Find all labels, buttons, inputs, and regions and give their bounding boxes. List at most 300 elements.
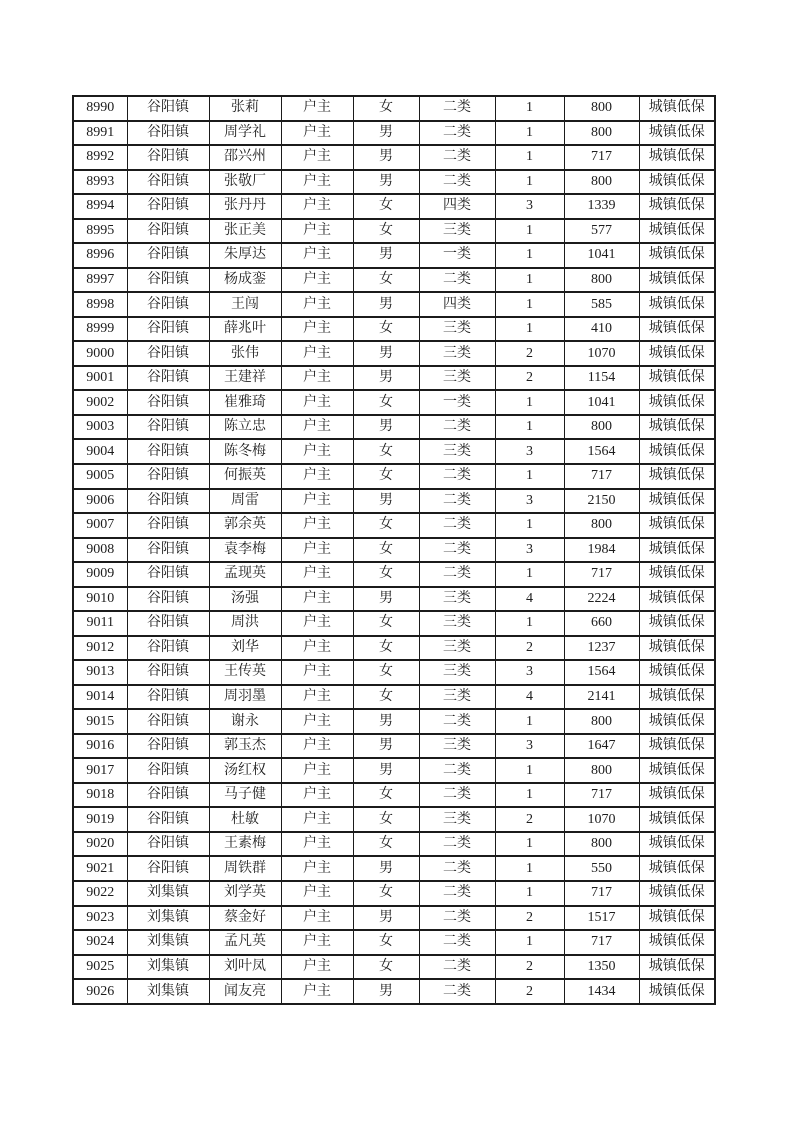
- cell-category: 三类: [419, 807, 495, 832]
- cell-category: 二类: [419, 930, 495, 955]
- table-row: [73, 685, 715, 710]
- cell-town: 谷阳镇: [127, 390, 209, 415]
- welfare-table-body: [73, 96, 715, 1004]
- cell-town: 谷阳镇: [127, 96, 209, 121]
- cell-serial-number: 9018: [73, 783, 127, 808]
- cell-serial-number: 8997: [73, 268, 127, 293]
- cell-relation: 户主: [281, 562, 353, 587]
- table-row: [73, 734, 715, 759]
- cell-assistance-type: 城镇低保: [639, 489, 715, 514]
- cell-household-count: 1: [495, 464, 564, 489]
- cell-relation: 户主: [281, 758, 353, 783]
- cell-name: 杨成銮: [209, 268, 281, 293]
- cell-relation: 户主: [281, 955, 353, 980]
- cell-amount: 577: [564, 219, 639, 244]
- cell-assistance-type: 城镇低保: [639, 96, 715, 121]
- table-row: [73, 587, 715, 612]
- cell-town: 谷阳镇: [127, 709, 209, 734]
- cell-amount: 1041: [564, 390, 639, 415]
- cell-town: 谷阳镇: [127, 464, 209, 489]
- cell-category: 三类: [419, 439, 495, 464]
- cell-name: 陈冬梅: [209, 439, 281, 464]
- cell-household-count: 3: [495, 660, 564, 685]
- cell-town: 谷阳镇: [127, 587, 209, 612]
- cell-category: 三类: [419, 341, 495, 366]
- cell-assistance-type: 城镇低保: [639, 856, 715, 881]
- cell-town: 谷阳镇: [127, 415, 209, 440]
- cell-name: 周学礼: [209, 121, 281, 146]
- cell-relation: 户主: [281, 734, 353, 759]
- table-row: [73, 881, 715, 906]
- cell-town: 谷阳镇: [127, 366, 209, 391]
- cell-assistance-type: 城镇低保: [639, 366, 715, 391]
- cell-town: 谷阳镇: [127, 562, 209, 587]
- cell-serial-number: 9019: [73, 807, 127, 832]
- cell-gender: 女: [353, 636, 419, 661]
- cell-category: 二类: [419, 979, 495, 1004]
- cell-serial-number: 9008: [73, 538, 127, 563]
- cell-amount: 1647: [564, 734, 639, 759]
- table-row: [73, 955, 715, 980]
- cell-serial-number: 9023: [73, 906, 127, 931]
- cell-name: 杜敏: [209, 807, 281, 832]
- cell-serial-number: 9012: [73, 636, 127, 661]
- cell-category: 二类: [419, 906, 495, 931]
- cell-town: 谷阳镇: [127, 685, 209, 710]
- table-row: [73, 121, 715, 146]
- table-row: [73, 268, 715, 293]
- cell-town: 刘集镇: [127, 979, 209, 1004]
- cell-gender: 女: [353, 562, 419, 587]
- welfare-recipients-table: [72, 95, 716, 1005]
- cell-serial-number: 9024: [73, 930, 127, 955]
- table-row: [73, 513, 715, 538]
- cell-relation: 户主: [281, 415, 353, 440]
- cell-town: 谷阳镇: [127, 807, 209, 832]
- cell-assistance-type: 城镇低保: [639, 341, 715, 366]
- cell-gender: 男: [353, 758, 419, 783]
- cell-relation: 户主: [281, 856, 353, 881]
- cell-amount: 410: [564, 317, 639, 342]
- cell-gender: 女: [353, 930, 419, 955]
- table-row: [73, 489, 715, 514]
- cell-name: 王建祥: [209, 366, 281, 391]
- cell-household-count: 2: [495, 636, 564, 661]
- cell-relation: 户主: [281, 930, 353, 955]
- cell-amount: 550: [564, 856, 639, 881]
- cell-name: 张敬厂: [209, 170, 281, 195]
- cell-household-count: 1: [495, 96, 564, 121]
- cell-assistance-type: 城镇低保: [639, 685, 715, 710]
- cell-town: 谷阳镇: [127, 439, 209, 464]
- cell-gender: 女: [353, 464, 419, 489]
- cell-category: 二类: [419, 121, 495, 146]
- cell-name: 陈立忠: [209, 415, 281, 440]
- table-row: [73, 783, 715, 808]
- table-row: [73, 170, 715, 195]
- cell-category: 二类: [419, 268, 495, 293]
- cell-town: 刘集镇: [127, 955, 209, 980]
- cell-relation: 户主: [281, 439, 353, 464]
- cell-assistance-type: 城镇低保: [639, 538, 715, 563]
- cell-category: 二类: [419, 562, 495, 587]
- cell-category: 二类: [419, 145, 495, 170]
- cell-assistance-type: 城镇低保: [639, 783, 715, 808]
- cell-assistance-type: 城镇低保: [639, 979, 715, 1004]
- cell-serial-number: 9020: [73, 832, 127, 857]
- cell-serial-number: 9001: [73, 366, 127, 391]
- cell-gender: 女: [353, 832, 419, 857]
- cell-category: 三类: [419, 734, 495, 759]
- cell-serial-number: 9006: [73, 489, 127, 514]
- cell-town: 谷阳镇: [127, 538, 209, 563]
- cell-name: 张丹丹: [209, 194, 281, 219]
- cell-amount: 1237: [564, 636, 639, 661]
- cell-relation: 户主: [281, 489, 353, 514]
- cell-assistance-type: 城镇低保: [639, 807, 715, 832]
- cell-town: 谷阳镇: [127, 341, 209, 366]
- cell-household-count: 1: [495, 881, 564, 906]
- cell-category: 二类: [419, 170, 495, 195]
- cell-relation: 户主: [281, 636, 353, 661]
- cell-amount: 800: [564, 170, 639, 195]
- cell-serial-number: 9014: [73, 685, 127, 710]
- cell-name: 张莉: [209, 96, 281, 121]
- cell-serial-number: 9003: [73, 415, 127, 440]
- table-row: [73, 439, 715, 464]
- cell-serial-number: 9022: [73, 881, 127, 906]
- cell-household-count: 1: [495, 243, 564, 268]
- cell-relation: 户主: [281, 170, 353, 195]
- cell-amount: 1154: [564, 366, 639, 391]
- cell-gender: 女: [353, 268, 419, 293]
- cell-amount: 1041: [564, 243, 639, 268]
- table-row: [73, 832, 715, 857]
- cell-assistance-type: 城镇低保: [639, 832, 715, 857]
- cell-category: 三类: [419, 685, 495, 710]
- cell-category: 二类: [419, 538, 495, 563]
- cell-serial-number: 8990: [73, 96, 127, 121]
- cell-assistance-type: 城镇低保: [639, 121, 715, 146]
- cell-assistance-type: 城镇低保: [639, 611, 715, 636]
- cell-relation: 户主: [281, 783, 353, 808]
- cell-relation: 户主: [281, 366, 353, 391]
- cell-household-count: 1: [495, 121, 564, 146]
- cell-serial-number: 9016: [73, 734, 127, 759]
- cell-amount: 800: [564, 832, 639, 857]
- cell-category: 三类: [419, 317, 495, 342]
- cell-gender: 女: [353, 685, 419, 710]
- cell-category: 三类: [419, 636, 495, 661]
- cell-relation: 户主: [281, 538, 353, 563]
- cell-assistance-type: 城镇低保: [639, 881, 715, 906]
- cell-assistance-type: 城镇低保: [639, 906, 715, 931]
- cell-serial-number: 9007: [73, 513, 127, 538]
- cell-relation: 户主: [281, 341, 353, 366]
- table-row: [73, 758, 715, 783]
- cell-assistance-type: 城镇低保: [639, 955, 715, 980]
- cell-town: 谷阳镇: [127, 856, 209, 881]
- cell-serial-number: 8991: [73, 121, 127, 146]
- cell-amount: 2224: [564, 587, 639, 612]
- cell-serial-number: 8999: [73, 317, 127, 342]
- cell-name: 王闯: [209, 292, 281, 317]
- cell-amount: 800: [564, 709, 639, 734]
- cell-name: 汤强: [209, 587, 281, 612]
- cell-gender: 男: [353, 341, 419, 366]
- cell-gender: 男: [353, 243, 419, 268]
- cell-category: 二类: [419, 464, 495, 489]
- cell-name: 王传英: [209, 660, 281, 685]
- table-row: [73, 243, 715, 268]
- cell-serial-number: 9017: [73, 758, 127, 783]
- cell-amount: 717: [564, 562, 639, 587]
- cell-amount: 800: [564, 758, 639, 783]
- cell-assistance-type: 城镇低保: [639, 415, 715, 440]
- cell-gender: 男: [353, 292, 419, 317]
- cell-name: 汤红权: [209, 758, 281, 783]
- cell-name: 郭玉杰: [209, 734, 281, 759]
- cell-relation: 户主: [281, 906, 353, 931]
- cell-category: 三类: [419, 366, 495, 391]
- table-row: [73, 538, 715, 563]
- cell-serial-number: 9013: [73, 660, 127, 685]
- cell-household-count: 1: [495, 145, 564, 170]
- cell-serial-number: 9004: [73, 439, 127, 464]
- cell-relation: 户主: [281, 268, 353, 293]
- cell-relation: 户主: [281, 807, 353, 832]
- cell-relation: 户主: [281, 121, 353, 146]
- cell-relation: 户主: [281, 194, 353, 219]
- cell-serial-number: 9010: [73, 587, 127, 612]
- cell-serial-number: 9021: [73, 856, 127, 881]
- cell-amount: 1070: [564, 807, 639, 832]
- cell-amount: 717: [564, 881, 639, 906]
- cell-category: 二类: [419, 881, 495, 906]
- cell-town: 谷阳镇: [127, 489, 209, 514]
- cell-category: 二类: [419, 96, 495, 121]
- table-row: [73, 415, 715, 440]
- cell-category: 三类: [419, 219, 495, 244]
- cell-name: 刘叶凤: [209, 955, 281, 980]
- cell-name: 刘学英: [209, 881, 281, 906]
- cell-category: 二类: [419, 955, 495, 980]
- cell-name: 崔雅琦: [209, 390, 281, 415]
- cell-household-count: 1: [495, 562, 564, 587]
- cell-amount: 717: [564, 930, 639, 955]
- cell-amount: 800: [564, 415, 639, 440]
- cell-gender: 男: [353, 170, 419, 195]
- cell-gender: 女: [353, 660, 419, 685]
- cell-household-count: 1: [495, 758, 564, 783]
- cell-household-count: 1: [495, 219, 564, 244]
- cell-category: 一类: [419, 243, 495, 268]
- table-row: [73, 96, 715, 121]
- cell-town: 谷阳镇: [127, 121, 209, 146]
- cell-relation: 户主: [281, 513, 353, 538]
- cell-household-count: 1: [495, 783, 564, 808]
- cell-relation: 户主: [281, 145, 353, 170]
- cell-gender: 女: [353, 317, 419, 342]
- cell-assistance-type: 城镇低保: [639, 758, 715, 783]
- cell-name: 王素梅: [209, 832, 281, 857]
- cell-assistance-type: 城镇低保: [639, 170, 715, 195]
- cell-town: 谷阳镇: [127, 268, 209, 293]
- cell-relation: 户主: [281, 219, 353, 244]
- cell-name: 蔡金好: [209, 906, 281, 931]
- cell-name: 周羽墨: [209, 685, 281, 710]
- cell-category: 二类: [419, 709, 495, 734]
- cell-amount: 2141: [564, 685, 639, 710]
- cell-name: 张正美: [209, 219, 281, 244]
- cell-household-count: 2: [495, 906, 564, 931]
- cell-assistance-type: 城镇低保: [639, 587, 715, 612]
- cell-category: 二类: [419, 832, 495, 857]
- cell-name: 何振英: [209, 464, 281, 489]
- cell-relation: 户主: [281, 243, 353, 268]
- cell-amount: 660: [564, 611, 639, 636]
- cell-town: 谷阳镇: [127, 758, 209, 783]
- cell-name: 周铁群: [209, 856, 281, 881]
- cell-serial-number: 9000: [73, 341, 127, 366]
- cell-town: 谷阳镇: [127, 636, 209, 661]
- cell-name: 周洪: [209, 611, 281, 636]
- cell-category: 四类: [419, 194, 495, 219]
- table-row: [73, 660, 715, 685]
- cell-amount: 800: [564, 268, 639, 293]
- cell-amount: 1984: [564, 538, 639, 563]
- cell-relation: 户主: [281, 587, 353, 612]
- cell-town: 谷阳镇: [127, 611, 209, 636]
- cell-gender: 男: [353, 587, 419, 612]
- cell-household-count: 1: [495, 832, 564, 857]
- cell-name: 孟凡英: [209, 930, 281, 955]
- cell-category: 四类: [419, 292, 495, 317]
- cell-town: 谷阳镇: [127, 170, 209, 195]
- cell-gender: 男: [353, 979, 419, 1004]
- cell-town: 谷阳镇: [127, 513, 209, 538]
- table-row: [73, 464, 715, 489]
- cell-relation: 户主: [281, 317, 353, 342]
- cell-serial-number: 9005: [73, 464, 127, 489]
- cell-gender: 男: [353, 145, 419, 170]
- cell-category: 二类: [419, 856, 495, 881]
- table-row: [73, 390, 715, 415]
- cell-serial-number: 8998: [73, 292, 127, 317]
- cell-name: 周雷: [209, 489, 281, 514]
- cell-amount: 1339: [564, 194, 639, 219]
- cell-household-count: 1: [495, 611, 564, 636]
- cell-gender: 女: [353, 538, 419, 563]
- cell-household-count: 1: [495, 415, 564, 440]
- cell-household-count: 3: [495, 489, 564, 514]
- cell-household-count: 3: [495, 734, 564, 759]
- cell-amount: 1564: [564, 439, 639, 464]
- cell-assistance-type: 城镇低保: [639, 439, 715, 464]
- cell-name: 邵兴州: [209, 145, 281, 170]
- cell-gender: 女: [353, 513, 419, 538]
- cell-amount: 1350: [564, 955, 639, 980]
- cell-serial-number: 9011: [73, 611, 127, 636]
- cell-name: 孟现英: [209, 562, 281, 587]
- cell-assistance-type: 城镇低保: [639, 219, 715, 244]
- cell-assistance-type: 城镇低保: [639, 268, 715, 293]
- cell-town: 谷阳镇: [127, 243, 209, 268]
- table-row: [73, 856, 715, 881]
- cell-household-count: 2: [495, 979, 564, 1004]
- cell-assistance-type: 城镇低保: [639, 660, 715, 685]
- cell-household-count: 1: [495, 930, 564, 955]
- table-row: [73, 194, 715, 219]
- cell-category: 二类: [419, 513, 495, 538]
- cell-amount: 2150: [564, 489, 639, 514]
- cell-town: 谷阳镇: [127, 317, 209, 342]
- cell-amount: 717: [564, 145, 639, 170]
- cell-relation: 户主: [281, 611, 353, 636]
- cell-relation: 户主: [281, 390, 353, 415]
- cell-assistance-type: 城镇低保: [639, 636, 715, 661]
- cell-relation: 户主: [281, 685, 353, 710]
- cell-name: 刘华: [209, 636, 281, 661]
- cell-town: 谷阳镇: [127, 832, 209, 857]
- cell-name: 张伟: [209, 341, 281, 366]
- cell-town: 谷阳镇: [127, 292, 209, 317]
- cell-amount: 800: [564, 96, 639, 121]
- cell-gender: 女: [353, 390, 419, 415]
- cell-gender: 男: [353, 906, 419, 931]
- table-row: [73, 562, 715, 587]
- cell-relation: 户主: [281, 464, 353, 489]
- cell-category: 一类: [419, 390, 495, 415]
- cell-gender: 女: [353, 807, 419, 832]
- table-row: [73, 317, 715, 342]
- cell-household-count: 3: [495, 439, 564, 464]
- cell-town: 刘集镇: [127, 906, 209, 931]
- cell-assistance-type: 城镇低保: [639, 390, 715, 415]
- cell-gender: 女: [353, 194, 419, 219]
- cell-town: 谷阳镇: [127, 145, 209, 170]
- cell-serial-number: 8993: [73, 170, 127, 195]
- cell-household-count: 1: [495, 292, 564, 317]
- cell-gender: 男: [353, 489, 419, 514]
- cell-serial-number: 9025: [73, 955, 127, 980]
- table-row: [73, 709, 715, 734]
- cell-gender: 女: [353, 439, 419, 464]
- cell-town: 谷阳镇: [127, 194, 209, 219]
- table-row: [73, 145, 715, 170]
- table-row: [73, 219, 715, 244]
- cell-gender: 女: [353, 881, 419, 906]
- cell-household-count: 2: [495, 955, 564, 980]
- cell-name: 谢永: [209, 709, 281, 734]
- table-row: [73, 292, 715, 317]
- cell-household-count: 1: [495, 268, 564, 293]
- cell-name: 郭余英: [209, 513, 281, 538]
- cell-town: 谷阳镇: [127, 734, 209, 759]
- cell-serial-number: 9002: [73, 390, 127, 415]
- cell-amount: 1434: [564, 979, 639, 1004]
- cell-relation: 户主: [281, 96, 353, 121]
- cell-category: 三类: [419, 587, 495, 612]
- cell-town: 谷阳镇: [127, 219, 209, 244]
- cell-gender: 男: [353, 734, 419, 759]
- cell-gender: 男: [353, 121, 419, 146]
- cell-assistance-type: 城镇低保: [639, 734, 715, 759]
- cell-name: 袁李梅: [209, 538, 281, 563]
- table-row: [73, 906, 715, 931]
- cell-serial-number: 9026: [73, 979, 127, 1004]
- cell-gender: 女: [353, 219, 419, 244]
